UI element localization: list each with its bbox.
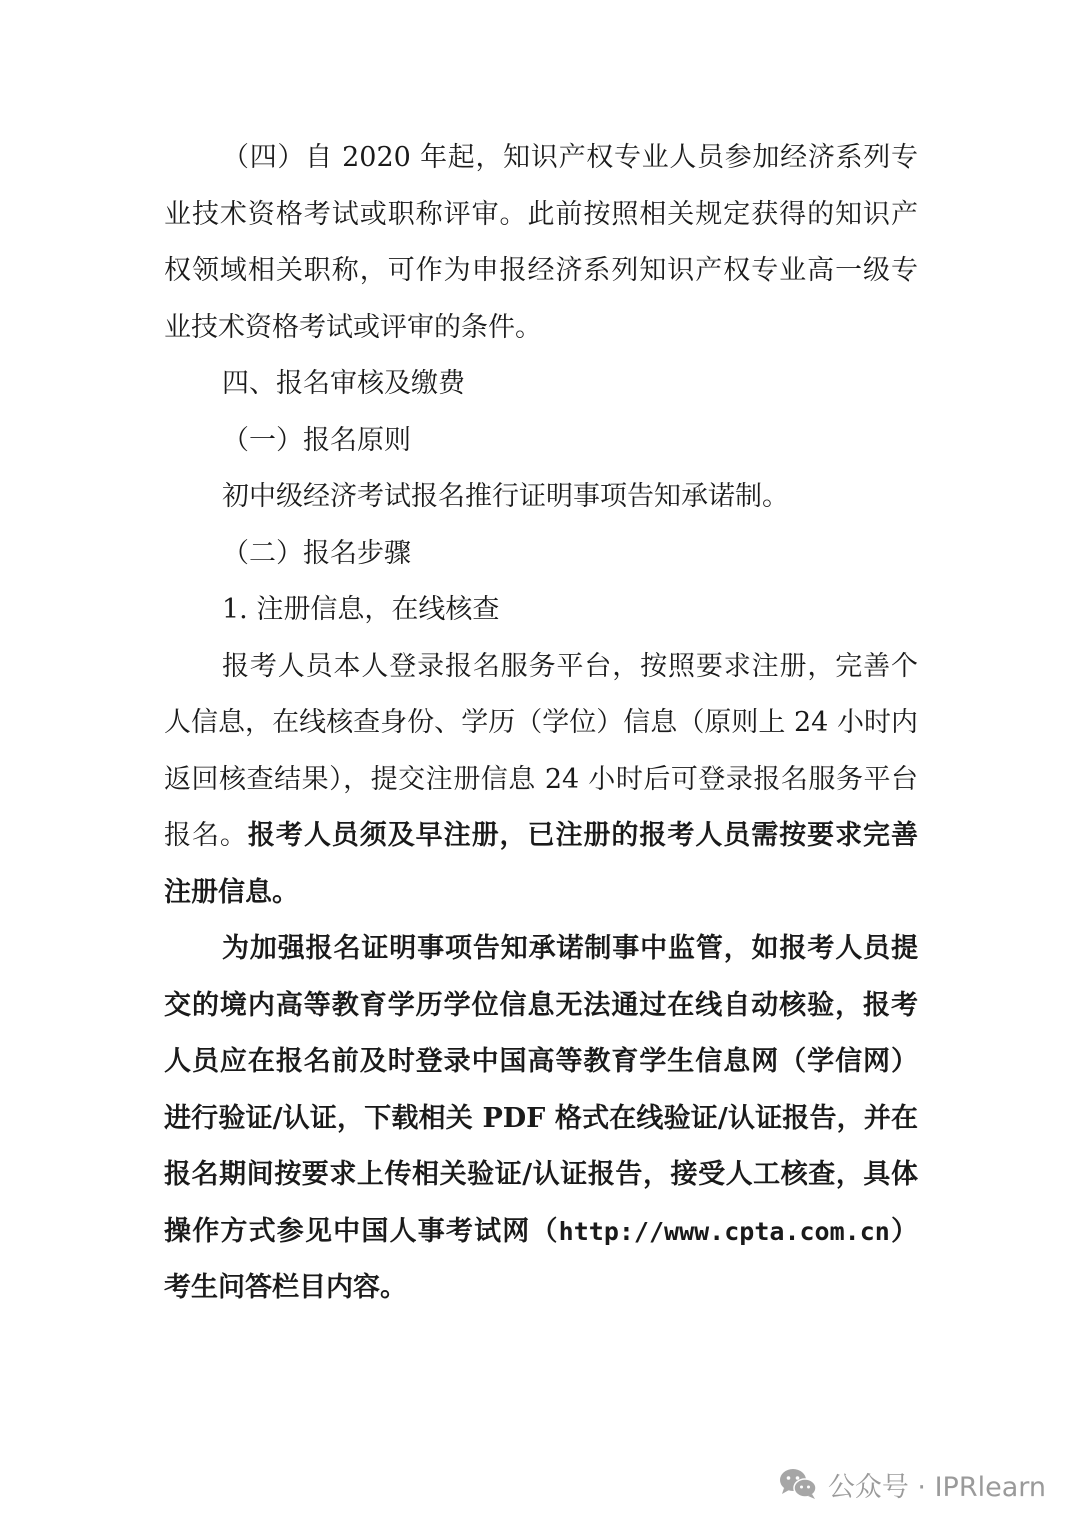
verification-notice-ending: ）考生问答栏目内容。 <box>164 1215 919 1303</box>
paragraph-register-instructions <box>164 639 918 922</box>
cpta-url-link[interactable]: http://www.cpta.com.cn <box>558 1216 890 1246</box>
paragraph-commitment-system: 初中级经济考试报名推行证明事项告知承诺制。 <box>222 481 789 512</box>
register-instructions-emphasis: 报考人员须及早注册，已注册的报考人员需按要求完善注册信息。 <box>164 820 919 908</box>
verification-notice-text: 为加强报名证明事项告知承诺制事中监管，如报考人员提交的境内高等教育学历学位信息无法通过在线自动核验，报考人员应在报名前及时登录中国高等教育学生信息网（学信网）进行验证/认证，下载相关 PDF 格式在线验证/认证报告，并在报名期间按要求上传相关验证/认证报告，接受人工核查，具体操作方式参见中国人事考试网（ <box>164 933 918 1247</box>
section-heading-registration: 四、报名审核及缴费 <box>222 368 465 399</box>
subheading-registration-steps: （二）报名步骤 <box>222 537 411 569</box>
register-instructions-text: 报考人员本人登录报名服务平台，按照要求注册，完善个人信息，在线核查身份、学历（学位）信息（原则上 24 小时内返回核查结果），提交注册信息 24 小时后可登录报名服务平台报名。 <box>164 650 918 851</box>
document-body <box>164 130 918 1317</box>
watermark <box>778 1464 1046 1504</box>
paragraph-ip-title-policy: （四）自 2020 年起，知识产权专业人员参加经济系列专业技术资格考试或职称评审。此前按照相关规定获得的知识产权领域相关职称，可作为申报经济系列知识产权专业高一级专业技术资格考试或评审的条件。 <box>164 142 918 343</box>
paragraph-verification-notice <box>164 921 918 1317</box>
wechat-icon <box>778 1467 818 1501</box>
step-heading-register-info: 1. 注册信息，在线核查 <box>222 594 500 625</box>
watermark-text: 公众号 · IPRlearn <box>827 1471 1046 1503</box>
subheading-registration-principle: （一）报名原则 <box>222 424 411 456</box>
